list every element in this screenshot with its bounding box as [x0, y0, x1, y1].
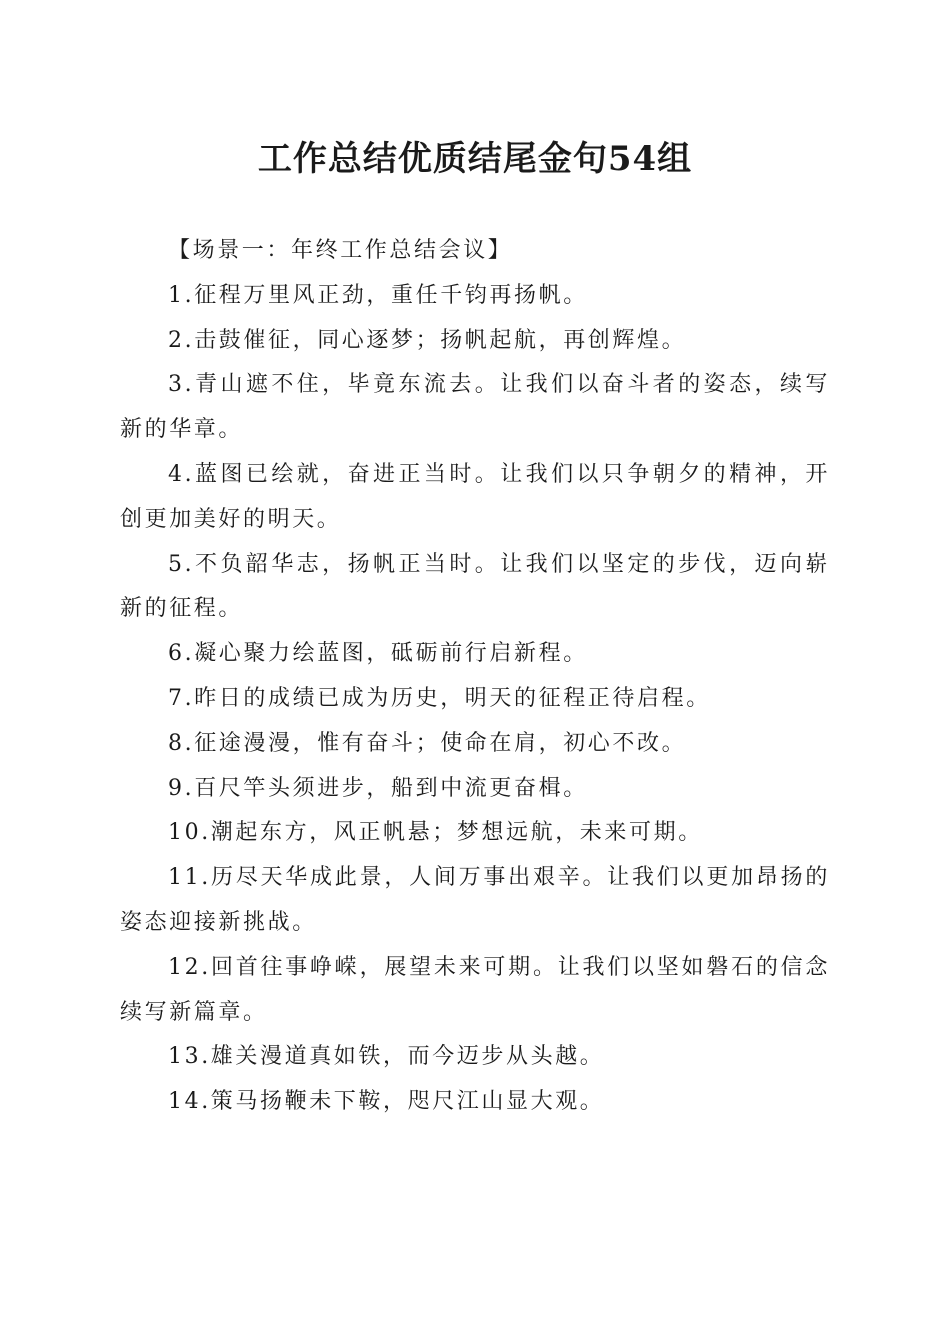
list-item: 5.不负韶华志，扬帆正当时。让我们以坚定的步伐，迈向崭新的征程。 [120, 551, 830, 622]
list-item: 14.策马扬鞭未下鞍，咫尺江山显大观。 [168, 1089, 605, 1115]
list-item: 4.蓝图已绘就，奋进正当时。让我们以只争朝夕的精神，开创更加美好的明天。 [120, 461, 830, 532]
list-item: 6.凝心聚力绘蓝图，砥砺前行启新程。 [168, 641, 588, 667]
list-item: 13.雄关漫道真如铁，而今迈步从头越。 [168, 1044, 605, 1070]
list-item: 2.击鼓催征，同心逐梦；扬帆起航，再创辉煌。 [168, 327, 687, 353]
document-title: 工作总结优质结尾金句54组 [257, 139, 693, 179]
list-item: 1.征程万里风正劲，重任千钧再扬帆。 [168, 282, 588, 308]
list-item: 7.昨日的成绩已成为历史，明天的征程正待启程。 [168, 685, 711, 711]
list-item: 10.潮起东方，风正帆悬；梦想远航，未来可期。 [168, 820, 703, 846]
list-item: 11.历尽天华成此景，人间万事出艰辛。让我们以更加昂扬的姿态迎接新挑战。 [120, 865, 830, 935]
list-item: 8.征途漫漫，惟有奋斗；使命在肩，初心不改。 [168, 730, 687, 756]
list-item: 3.青山遮不住，毕竟东流去。让我们以奋斗者的姿态，续写新的华章。 [120, 372, 830, 443]
list-item: 12.回首往事峥嵘，展望未来可期。让我们以坚如磐石的信念续写新篇章。 [120, 954, 830, 1025]
list-item: 9.百尺竿头须进步，船到中流更奋楫。 [168, 775, 588, 801]
document-body [120, 229, 830, 1125]
section-heading: 【场景一：年终工作总结会议】 [168, 238, 513, 263]
